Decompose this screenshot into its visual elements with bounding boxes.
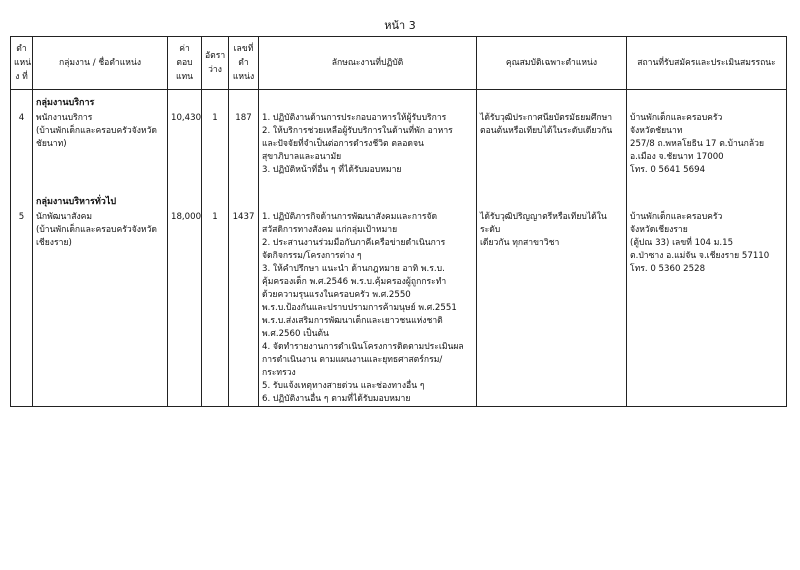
duties-cell xyxy=(259,211,477,407)
header-qualifications: คุณสมบัติเฉพาะตำแหน่ง xyxy=(477,37,627,90)
venue-cell xyxy=(627,211,787,407)
duty-line: พ.ศ.2560 เป็นต้น xyxy=(262,329,329,339)
header-rate: อัตรา ว่าง xyxy=(202,37,229,90)
venue-line: (ตู้ปณ 33) เลขที่ 104 ม.15 xyxy=(630,238,734,248)
page-number: หน้า 3 xyxy=(384,19,416,32)
duties-cell xyxy=(259,112,477,177)
duty-line: และปัจจัยที่จำเป็นต่อการดำรงชีวิต ตลอดจน xyxy=(262,139,424,149)
header-venue: สถานที่รับสมัครและประเมินสมรรถนะ xyxy=(627,37,787,90)
group-row xyxy=(11,90,787,113)
header-group-name: กลุ่มงาน / ชื่อตำแหน่ง xyxy=(33,37,168,90)
venue-line: 257/8 ถ.พหลโยธิน 17 ต.บ้านกล้วย xyxy=(630,139,764,149)
wage-value: 18,000 xyxy=(168,211,202,407)
position-title: นักพัฒนาสังคม xyxy=(36,212,93,222)
duty-line: 2. ให้บริการช่วยเหลือผู้รับบริการในด้านที่พัก อาหาร xyxy=(262,126,453,136)
duty-line: คุ้มครองเด็ก พ.ศ.2546 พ.ร.บ.คุ้มครองผู้ถูกกระทำ xyxy=(262,277,447,287)
qualifications-cell xyxy=(477,211,627,407)
header-pos-id: เลขที่ ตำ แหน่ง xyxy=(229,37,259,90)
venue-line: โทร. 0 5641 5694 xyxy=(630,165,706,175)
duty-line: 1. ปฏิบัติงานด้านการประกอบอาหารให้ผู้รับบริการ xyxy=(262,113,447,123)
duty-line: สุขาภิบาลและอนามัย xyxy=(262,152,342,162)
rate-value: 1 xyxy=(202,211,229,407)
group-row xyxy=(11,189,787,211)
venue-line: บ้านพักเด็กและครอบครัว xyxy=(630,212,723,222)
duty-line: พ.ร.บ.ป้องกันและปราบปรามการค้ามนุษย์ พ.ศ.2551 xyxy=(262,303,457,313)
duty-line: 1. ปฏิบัติภารกิจด้านการพัฒนาสังคมและการจัด xyxy=(262,212,438,222)
qualification-line: ได้รับวุฒิประกาศนียบัตรมัธยมศึกษา xyxy=(480,113,613,123)
table-header-row xyxy=(11,37,787,90)
venue-line: ต.ป่าซาง อ.แม่จัน จ.เชียงราย 57110 xyxy=(630,251,770,261)
venue-line: จังหวัดชัยนาท xyxy=(630,126,683,136)
duty-line: จัดกิจกรรม/โครงการต่าง ๆ xyxy=(262,251,362,261)
duty-line: 6. ปฏิบัติงานอื่น ๆ ตามที่ได้รับมอบหมาย xyxy=(262,394,411,404)
duty-line: 3. ให้คำปรึกษา แนะนำ ด้านกฎหมาย อาทิ พ.ร.บ. xyxy=(262,264,445,274)
venue-line: จังหวัดเชียงราย xyxy=(630,225,688,235)
position-no: 5 xyxy=(11,211,33,407)
duty-line: การดำเนินงาน ตามแผนงานและยุทธศาสตร์กรม/ xyxy=(262,355,443,365)
position-unit: (บ้านพักเด็กและครอบครัวจังหวัดเชียงราย) xyxy=(36,225,157,248)
duty-line: 2. ประสานงานร่วมมือกับภาคีเครือข่ายดำเนินการ xyxy=(262,238,446,248)
position-no: 4 xyxy=(11,112,33,177)
pos-id-value: 1437 xyxy=(229,211,259,407)
duty-line: 4. จัดทำรายงานการดำเนินโครงการติดตามประเมินผล xyxy=(262,342,464,352)
table-row xyxy=(11,112,787,177)
venue-line: บ้านพักเด็กและครอบครัว xyxy=(630,113,723,123)
duty-line: 3. ปฏิบัติหน้าที่อื่น ๆ ที่ได้รับมอบหมาย xyxy=(262,165,402,175)
venue-line: โทร. 0 5360 2528 xyxy=(630,264,706,274)
table-row xyxy=(11,211,787,407)
position-title-cell xyxy=(33,112,168,177)
header-duties: ลักษณะงานที่ปฏิบัติ xyxy=(259,37,477,90)
position-title-cell xyxy=(33,211,168,407)
venue-cell xyxy=(627,112,787,177)
duty-line: กระทรวง xyxy=(262,368,296,378)
qualification-line: ได้รับวุฒิปริญญาตรีหรือเทียบได้ในระดับ xyxy=(480,212,607,235)
group-label: กลุ่มงานบริหารทั่วไป xyxy=(33,189,168,211)
header-position-no: ตำ แหน่ง ที่ xyxy=(11,37,33,90)
header-wage: ค่า ตอบ แทน xyxy=(168,37,202,90)
venue-line: อ.เมือง จ.ชัยนาท 17000 xyxy=(630,152,724,162)
qualification-line: เดียวกัน ทุกสาขาวิชา xyxy=(480,238,560,248)
qualifications-cell xyxy=(477,112,627,177)
duty-line: พ.ร.บ.ส่งเสริมการพัฒนาเด็กและเยาวชนแห่งชาติ xyxy=(262,316,443,326)
job-positions-table xyxy=(10,36,787,407)
rate-value: 1 xyxy=(202,112,229,177)
spacer-row xyxy=(11,177,787,189)
wage-value: 10,430 xyxy=(168,112,202,177)
duty-line: ด้วยความรุนแรงในครอบครัว พ.ศ.2550 xyxy=(262,290,411,300)
duty-line: สวัสดิการทางสังคม แก่กลุ่มเป้าหมาย xyxy=(262,225,398,235)
duty-line: 5. รับแจ้งเหตุทางสายด่วน และช่องทางอื่น ๆ xyxy=(262,381,425,391)
pos-id-value: 187 xyxy=(229,112,259,177)
group-label: กลุ่มงานบริการ xyxy=(33,90,168,113)
position-unit: (บ้านพักเด็กและครอบครัวจังหวัดชัยนาท) xyxy=(36,126,157,149)
position-title: พนักงานบริการ xyxy=(36,113,93,123)
qualification-line: ตอนต้นหรือเทียบได้ในระดับเดียวกัน xyxy=(480,126,613,136)
